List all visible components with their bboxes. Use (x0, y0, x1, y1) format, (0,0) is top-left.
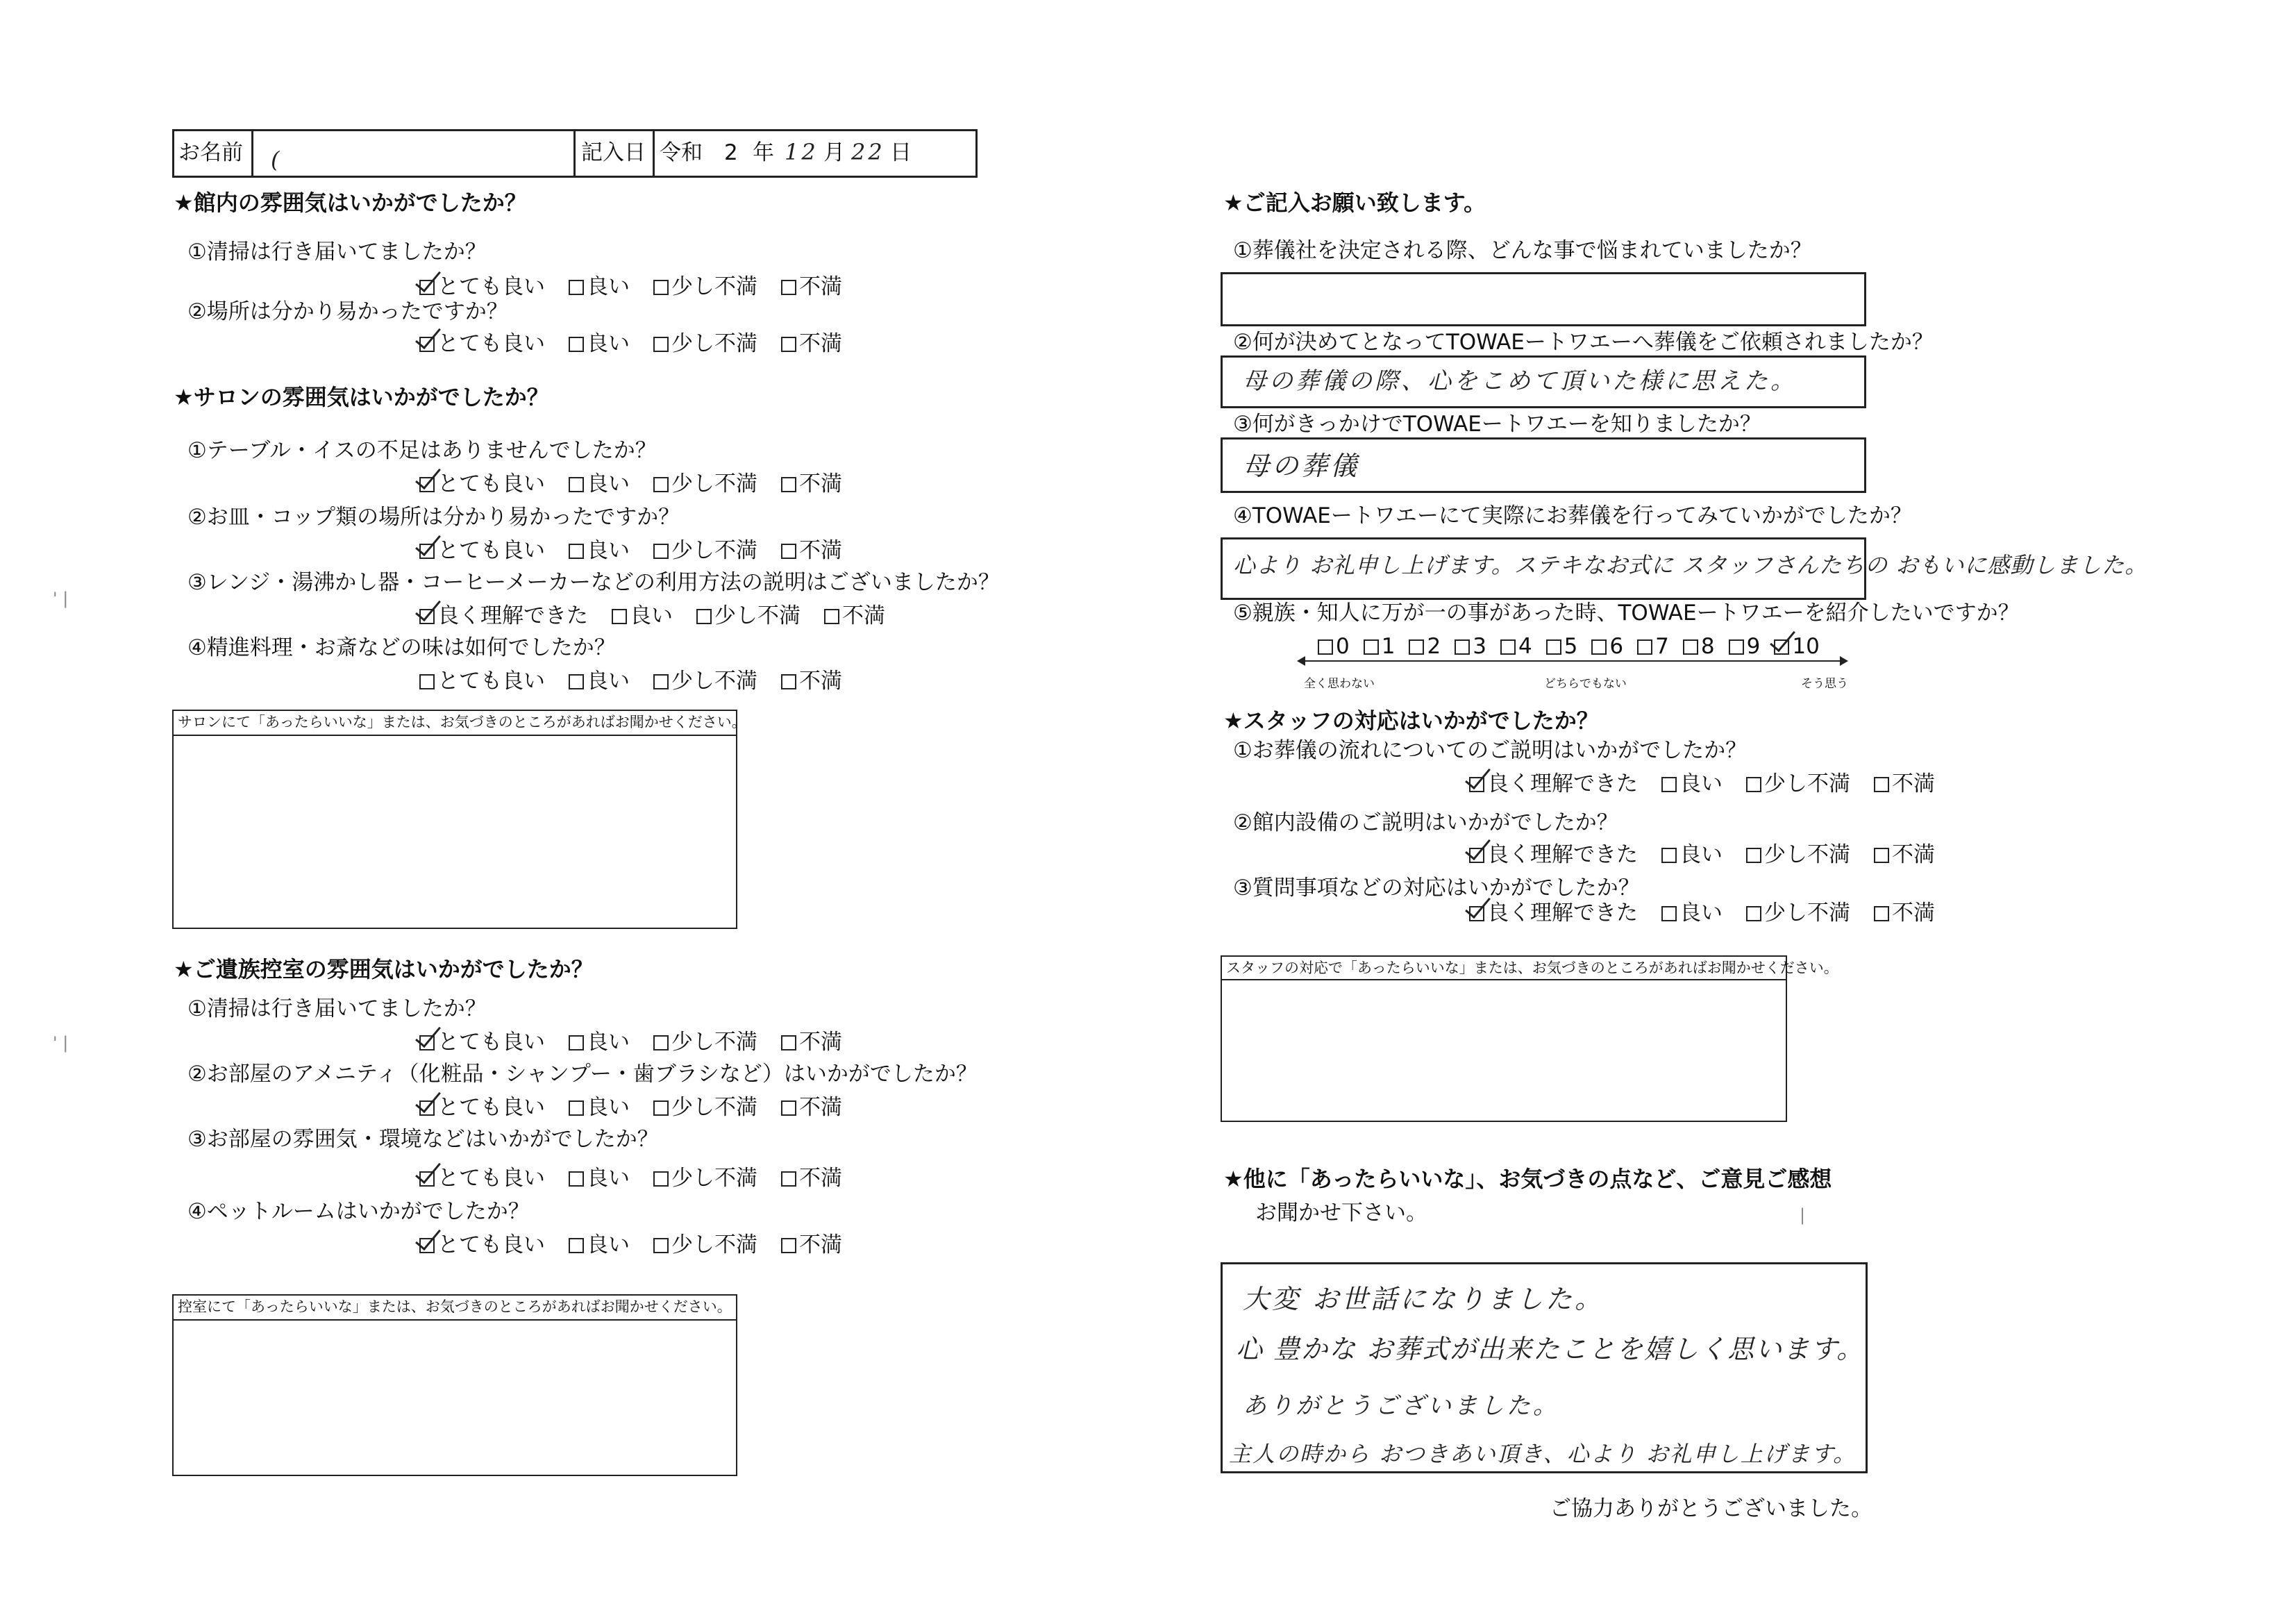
other-title-line2: お聞かせ下さい。 (1255, 1200, 1427, 1225)
header-divider-3 (653, 129, 655, 178)
checkbox-icon[interactable] (696, 609, 712, 624)
option-slightly-unsatisfied[interactable]: 少し不満 (1746, 903, 1850, 924)
option-very-good[interactable]: とても良い (419, 671, 545, 692)
checkbox-icon[interactable] (1500, 639, 1516, 655)
option-slightly-unsatisfied[interactable]: 少し不満 (653, 1234, 757, 1256)
option-slightly-unsatisfied[interactable]: 少し不満 (653, 1168, 757, 1189)
option-good[interactable]: 良い (1661, 773, 1723, 795)
salon-comment-label: サロンにて「あったらいいな」または、お気づきのところがあればお聞かせください。 (178, 714, 746, 730)
checkbox-icon[interactable] (569, 1100, 584, 1116)
checkbox-icon[interactable] (569, 1171, 584, 1187)
scale-option-8[interactable]: 8 (1683, 636, 1715, 658)
option-understood-well[interactable]: 良く理解できた (419, 605, 588, 627)
salon-q1: ①テーブル・イスの不足はありませんでしたか？ (187, 438, 657, 463)
checkbox-icon[interactable] (1874, 777, 1889, 792)
checkbox-icon[interactable] (781, 337, 796, 352)
request-section-title: ★ご記入お願い致します。 (1223, 190, 1486, 216)
option-slightly-unsatisfied[interactable]: 少し不満 (653, 671, 757, 692)
option-slightly-unsatisfied[interactable]: 少し不満 (1746, 773, 1850, 795)
checkbox-icon[interactable] (653, 280, 669, 295)
staff-q2: ②館内設備のご説明はいかがでしたか？ (1233, 810, 1618, 835)
scale-option-4[interactable]: 4 (1500, 636, 1532, 658)
salon-q3: ③レンジ・湯沸かし器・コーヒーメーカーなどの利用方法の説明はございましたか？ (187, 570, 1000, 595)
family-room-q1-options (419, 1032, 842, 1053)
checkbox-icon[interactable] (1746, 848, 1761, 863)
option-unsatisfied[interactable]: 不満 (781, 1097, 842, 1119)
scale-option-2[interactable]: 2 (1409, 636, 1441, 658)
option-good[interactable]: 良い (569, 474, 630, 495)
scan-mark: ' | (53, 1033, 69, 1053)
option-good[interactable]: 良い (569, 671, 630, 692)
checkbox-icon[interactable] (1455, 639, 1470, 655)
option-good[interactable]: 良い (1661, 844, 1723, 866)
other-title-line1: ★他に「あったらいいな」、お気づきの点など、ご意見ご感想 (1223, 1166, 1832, 1192)
name-label: お名前 (178, 140, 243, 165)
other-line4: 主人の時から おつきあい頂き、心より お礼申し上げます。 (1229, 1441, 1857, 1467)
scale-arrow (1298, 660, 1847, 662)
option-unsatisfied[interactable]: 不満 (1874, 773, 1935, 795)
other-line1: 大変 お世話になりました。 (1243, 1284, 1604, 1314)
option-unsatisfied[interactable]: 不満 (781, 1234, 842, 1256)
checkbox-icon[interactable] (1637, 639, 1652, 655)
staff-q2-options (1469, 844, 1935, 866)
option-unsatisfied[interactable]: 不満 (781, 333, 842, 355)
checked-box-icon[interactable] (419, 544, 435, 559)
scale-option-3[interactable]: 3 (1455, 636, 1486, 658)
request-a2: 母の葬儀の際、心をこめて頂いた様に思えた。 (1243, 367, 1797, 395)
checkbox-icon[interactable] (781, 1035, 796, 1050)
checkbox-icon[interactable] (1746, 777, 1761, 792)
checked-box-icon[interactable] (419, 609, 435, 624)
date-month[interactable]: 12 (785, 139, 819, 165)
header-divider-1 (251, 129, 253, 178)
other-line3: ありがとうございました。 (1243, 1392, 1559, 1420)
checked-box-icon[interactable] (1469, 906, 1484, 921)
checkbox-icon[interactable] (781, 280, 796, 295)
checkbox-icon[interactable] (1729, 639, 1744, 655)
date-day[interactable]: 22 (851, 139, 885, 165)
staff-q3-options (1469, 903, 1935, 924)
family-room-q3: ③お部屋の雰囲気・環境などはいかがでしたか？ (187, 1127, 659, 1152)
salon-comment-box[interactable] (172, 710, 737, 929)
checkbox-icon[interactable] (569, 674, 584, 689)
salon-q2-options (419, 540, 842, 562)
date-year: 2 (724, 140, 738, 165)
checkbox-icon[interactable] (824, 609, 839, 624)
checkbox-icon[interactable] (1318, 639, 1333, 655)
checkbox-icon[interactable] (653, 544, 669, 559)
checkbox-icon[interactable] (1661, 906, 1677, 921)
salon-section-title: ★サロンの雰囲気はいかがでしたか？ (174, 384, 549, 410)
salon-q4: ④精進料理・お斎などの味は如何でしたか？ (187, 635, 616, 660)
option-very-good[interactable]: とても良い (419, 333, 545, 355)
checkbox-icon[interactable] (1546, 639, 1561, 655)
checked-box-icon[interactable] (1774, 639, 1789, 655)
family-room-comment-label: 控室にて「あったらいいな」または、お気づきのところがあればお聞かせください。 (178, 1298, 732, 1315)
hall-section-title: ★館内の雰囲気はいかがでしたか？ (174, 190, 527, 216)
option-good[interactable]: 良い (569, 1168, 630, 1189)
checkbox-icon[interactable] (569, 1035, 584, 1050)
scale-option-1[interactable]: 1 (1364, 636, 1396, 658)
checkbox-icon[interactable] (1661, 848, 1677, 863)
request-q4: ④TOWAEートワエーにて実際にお葬儀を行ってみていかがでしたか？ (1233, 503, 1912, 528)
option-slightly-unsatisfied[interactable]: 少し不満 (653, 1032, 757, 1053)
option-very-good[interactable]: とても良い (419, 1234, 545, 1256)
option-unsatisfied[interactable]: 不満 (781, 671, 842, 692)
checkbox-icon[interactable] (1661, 777, 1677, 792)
option-good[interactable]: 良い (569, 540, 630, 562)
checkbox-icon[interactable] (653, 1171, 669, 1187)
staff-comment-box[interactable] (1221, 955, 1787, 1122)
request-a1-box[interactable] (1221, 272, 1866, 326)
staff-section-title: ★スタッフの対応はいかがでしたか？ (1223, 708, 1599, 734)
salon-q1-options (419, 471, 842, 496)
request-q3: ③何がきっかけでTOWAEートワエーを知りましたか？ (1233, 412, 1761, 437)
other-line2: 心 豊かな お葬式が出来たことを嬉しく思います。 (1236, 1334, 1865, 1364)
checkbox-icon[interactable] (1746, 906, 1761, 921)
family-room-q4: ④ペットルームはいかがでしたか？ (187, 1199, 530, 1224)
option-good[interactable]: 良い (569, 333, 630, 355)
scale-option-0[interactable]: 0 (1318, 636, 1350, 658)
checkbox-icon[interactable] (781, 1238, 796, 1253)
checkbox-icon[interactable] (781, 477, 796, 492)
checkbox-icon[interactable] (569, 280, 584, 295)
option-very-good[interactable]: とても良い (419, 1168, 545, 1189)
checked-box-icon[interactable] (419, 1238, 435, 1253)
option-unsatisfied[interactable]: 不満 (781, 1168, 842, 1189)
option-slightly-unsatisfied[interactable]: 少し不満 (653, 276, 757, 298)
scale-label-left: 全く思わない (1304, 677, 1375, 691)
checkbox-icon[interactable] (1591, 639, 1607, 655)
option-understood-well[interactable]: 良く理解できた (1469, 773, 1638, 795)
date-day-unit: 日 (890, 140, 912, 165)
scan-mark: | (1800, 1205, 1806, 1225)
staff-q1: ①お葬儀の流れについてのご説明はいかがでしたか？ (1233, 738, 1748, 763)
hall-q2: ②場所は分かり易かったですか？ (187, 299, 508, 324)
scale-label-right: そう思う (1801, 677, 1848, 691)
option-good[interactable]: 良い (569, 276, 630, 298)
option-good[interactable]: 良い (1661, 903, 1723, 924)
checked-box-icon[interactable] (419, 1171, 435, 1187)
salon-comment-divider (172, 735, 737, 736)
checked-box-icon[interactable] (419, 280, 435, 295)
salon-q3-options (419, 605, 885, 627)
checkbox-icon[interactable] (653, 477, 669, 492)
option-good[interactable]: 良い (569, 1097, 630, 1119)
name-value[interactable]: ( (271, 147, 283, 173)
option-very-good[interactable]: とても良い (419, 276, 545, 298)
option-unsatisfied[interactable]: 不満 (781, 474, 842, 495)
salon-q4-options (419, 671, 842, 692)
hall-q2-options (419, 333, 842, 355)
scale-option-6[interactable]: 6 (1591, 636, 1623, 658)
option-very-good[interactable]: とても良い (419, 1097, 545, 1119)
checkbox-icon[interactable] (1409, 639, 1424, 655)
checkbox-icon[interactable] (612, 609, 627, 624)
checkbox-icon[interactable] (1683, 639, 1698, 655)
scale-option-7[interactable]: 7 (1637, 636, 1669, 658)
option-slightly-unsatisfied[interactable]: 少し不満 (653, 1097, 757, 1119)
option-unsatisfied[interactable]: 不満 (824, 605, 885, 627)
option-good[interactable]: 良い (569, 1032, 630, 1053)
option-slightly-unsatisfied[interactable]: 少し不満 (696, 605, 801, 627)
request-a3: 母の葬儀 (1243, 451, 1360, 481)
date-era: 令和 (660, 140, 703, 165)
family-room-q2: ②お部屋のアメニティ（化粧品・シャンプー・歯ブラシなど）はいかがでしたか？ (187, 1062, 978, 1087)
family-room-section-title: ★ご遺族控室の雰囲気はいかがでしたか？ (174, 956, 594, 982)
date-year-unit: 年 (753, 140, 774, 165)
option-unsatisfied[interactable]: 不満 (1874, 903, 1935, 924)
scale-option-5[interactable]: 5 (1546, 636, 1578, 658)
checked-box-icon[interactable] (1469, 777, 1484, 792)
option-unsatisfied[interactable]: 不満 (781, 1032, 842, 1053)
checked-box-icon[interactable] (419, 1035, 435, 1050)
option-very-good[interactable]: とても良い (419, 474, 545, 495)
family-room-q2-options (419, 1097, 842, 1119)
family-room-q1: ①清掃は行き届いてましたか？ (187, 996, 487, 1021)
request-q1: ①葬儀社を決定される際、どんな事で悩まれていましたか？ (1233, 238, 1812, 263)
option-very-good[interactable]: とても良い (419, 540, 545, 562)
staff-comment-label: スタッフの対応で「あったらいいな」または、お気づきのところがあればお聞かせください。 (1226, 960, 1838, 976)
request-q2: ②何が決めてとなってTOWAEートワエーへ葬儀をご依頼されましたか？ (1233, 330, 1934, 355)
checkbox-icon[interactable] (419, 674, 435, 689)
family-room-comment-box[interactable] (172, 1294, 737, 1476)
option-good[interactable]: 良い (612, 605, 673, 627)
checked-box-icon[interactable] (419, 1100, 435, 1116)
hall-q1: ①清掃は行き届いてましたか？ (187, 240, 487, 265)
family-room-q4-options (419, 1234, 842, 1256)
checkbox-icon[interactable] (569, 1238, 584, 1253)
checkbox-icon[interactable] (781, 544, 796, 559)
scale-option-10[interactable]: 10 (1774, 636, 1819, 658)
option-understood-well[interactable]: 良く理解できた (1469, 844, 1638, 866)
checkbox-icon[interactable] (569, 337, 584, 352)
salon-q2: ②お皿・コップ類の場所は分かり易かったですか？ (187, 505, 680, 530)
checkbox-icon[interactable] (653, 1238, 669, 1253)
option-understood-well[interactable]: 良く理解できた (1469, 903, 1638, 924)
hall-q1-options (419, 276, 842, 298)
checkbox-icon[interactable] (569, 544, 584, 559)
option-slightly-unsatisfied[interactable]: 少し不満 (653, 474, 757, 495)
checkbox-icon[interactable] (781, 1171, 796, 1187)
request-a4: 心より お礼申し上げます。ステキなお式に スタッフさんたちの おもいに感動しました。 (1233, 552, 2148, 578)
date-month-unit: 月 (823, 140, 845, 165)
option-slightly-unsatisfied[interactable]: 少し不満 (653, 333, 757, 355)
recommend-scale (1318, 636, 1820, 658)
date-label: 記入日 (581, 140, 646, 165)
checkbox-icon[interactable] (653, 1100, 669, 1116)
option-slightly-unsatisfied[interactable]: 少し不満 (653, 540, 757, 562)
request-q5: ⑤親族・知人に万が一の事があった時、TOWAEートワエーを紹介したいですか？ (1233, 601, 2020, 626)
family-room-comment-divider (172, 1319, 737, 1321)
checkbox-icon[interactable] (1874, 848, 1889, 863)
checkbox-icon[interactable] (781, 674, 796, 689)
family-room-q3-options (419, 1168, 842, 1189)
staff-q3: ③質問事項などの対応はいかがでしたか？ (1233, 876, 1640, 901)
checked-box-icon[interactable] (419, 477, 435, 492)
checked-box-icon[interactable] (1469, 848, 1484, 863)
checkbox-icon[interactable] (569, 477, 584, 492)
scan-mark: ' | (53, 589, 69, 608)
checkbox-icon[interactable] (653, 674, 669, 689)
scale-label-mid: どちらでもない (1544, 677, 1627, 691)
header-divider-2 (573, 129, 576, 178)
checkbox-icon[interactable] (1364, 639, 1379, 655)
checkbox-icon[interactable] (781, 1100, 796, 1116)
checkbox-icon[interactable] (1874, 906, 1889, 921)
option-very-good[interactable]: とても良い (419, 1032, 545, 1053)
option-good[interactable]: 良い (569, 1234, 630, 1256)
checked-box-icon[interactable] (419, 337, 435, 352)
option-slightly-unsatisfied[interactable]: 少し不満 (1746, 844, 1850, 866)
footer-thanks: ご協力ありがとうございました。 (1550, 1496, 1872, 1521)
checkbox-icon[interactable] (653, 337, 669, 352)
staff-comment-divider (1221, 979, 1787, 980)
staff-q1-options (1469, 773, 1935, 795)
option-unsatisfied[interactable]: 不満 (1874, 844, 1935, 866)
option-unsatisfied[interactable]: 不満 (781, 276, 842, 298)
scale-option-9[interactable]: 9 (1729, 636, 1761, 658)
option-unsatisfied[interactable]: 不満 (781, 540, 842, 562)
checkbox-icon[interactable] (653, 1035, 669, 1050)
